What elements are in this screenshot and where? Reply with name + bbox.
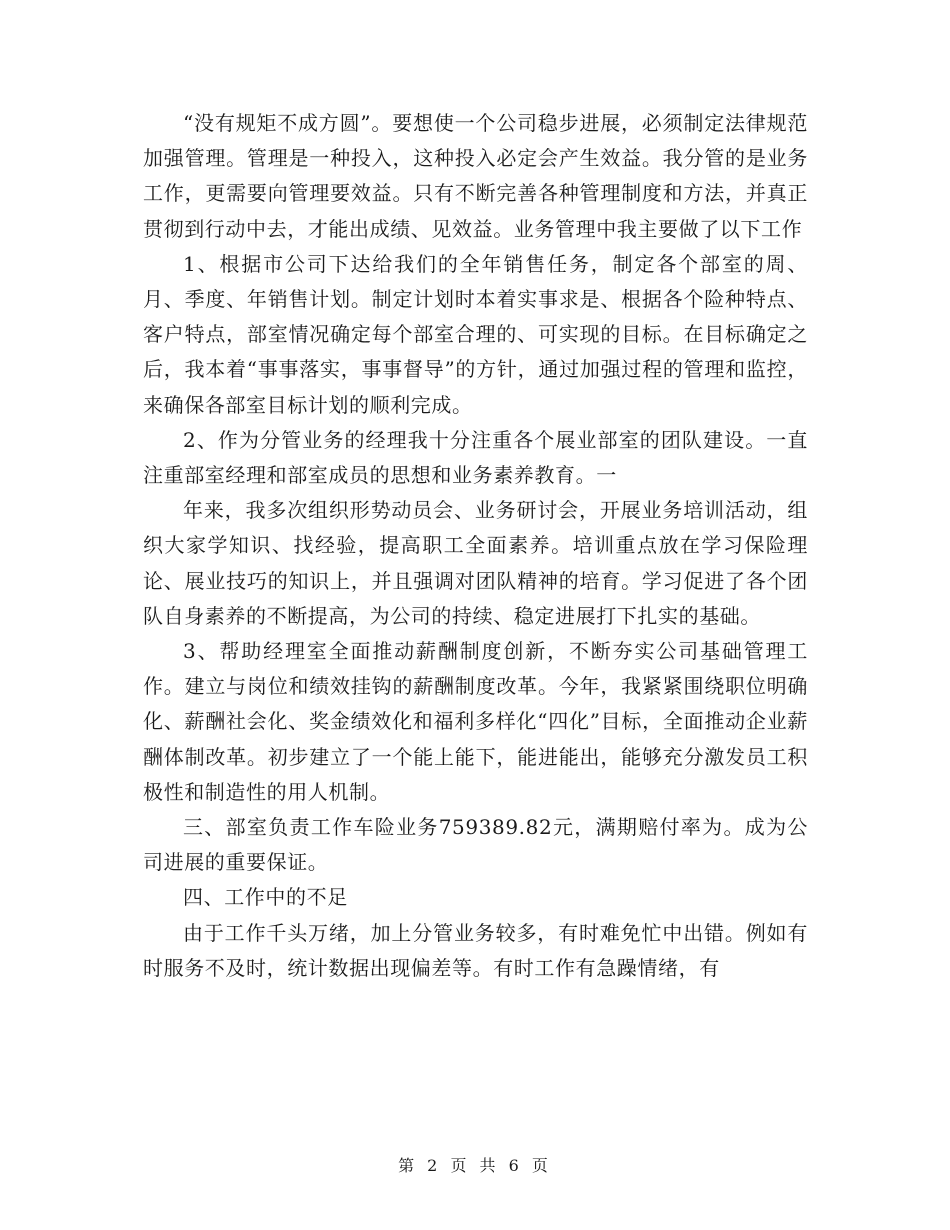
- paragraph-item-2: 2、作为分管业务的经理我十分注重各个展业部室的团队建设。一直注重部室经理和部室成员的思想和业务素养教育。一: [143, 427, 808, 488]
- page-number-footer: 第 2 页 共 6 页: [398, 1156, 552, 1175]
- paragraph-section-3: 三、部室负责工作车险业务759389.82元，满期赔付率为。成为公司进展的重要保证。: [143, 815, 808, 875]
- paragraph-item-2-continued: 年来，我多次组织形势动员会、业务研讨会，开展业务培训活动，组织大家学知识、找经验，提高职工全面素养。培训重点放在学习保险理论、展业技巧的知识上，并且强调对团队精神的培育。学习促进了各个团队自身素养的不断提高，为公司的持续、稳定进展打下扎实的基础。: [143, 498, 808, 628]
- paragraph-shortcomings: 由于工作千头万绪，加上分管业务较多，有时难免忙中出错。例如有时服务不及时，统计数据出现偏差等。有时工作有急躁情绪，有: [143, 920, 808, 980]
- paragraph-intro: “没有规矩不成方圆”。要想使一个公司稳步进展，必须制定法律规范加强管理。管理是一种投入，这种投入必定会产生效益。我分管的是业务工作，更需要向管理要效益。只有不断完善各种管理制度和方法，并真正贯彻到行动中去，才能出成绩、见效益。业务管理中我主要做了以下工作: [143, 111, 808, 241]
- document-body: [143, 106, 808, 986]
- paragraph-item-3: 3、帮助经理室全面推动薪酬制度创新，不断夯实公司基础管理工作。建立与岗位和绩效挂钩的薪酬制度改革。今年，我紧紧围绕职位明确化、薪酬社会化、奖金绩效化和福利多样化“四化”目标，全面推动企业薪酬体制改革。初步建立了一个能上能下，能进能出，能够充分激发员工积极性和制造性的用人机制。: [143, 639, 808, 804]
- heading-shortcomings: 四、工作中的不足: [183, 885, 348, 910]
- paragraph-item-1: 1、根据市公司下达给我们的全年销售任务，制定各个部室的周、月、季度、年销售计划。制定计划时本着实事求是、根据各个险种特点、客户特点，部室情况确定每个部室合理的、可实现的目标。在目标确定之后，我本着“事事落实，事事督导”的方针，通过加强过程的管理和监控，来确保各部室目标计划的顺利完成。: [143, 251, 808, 417]
